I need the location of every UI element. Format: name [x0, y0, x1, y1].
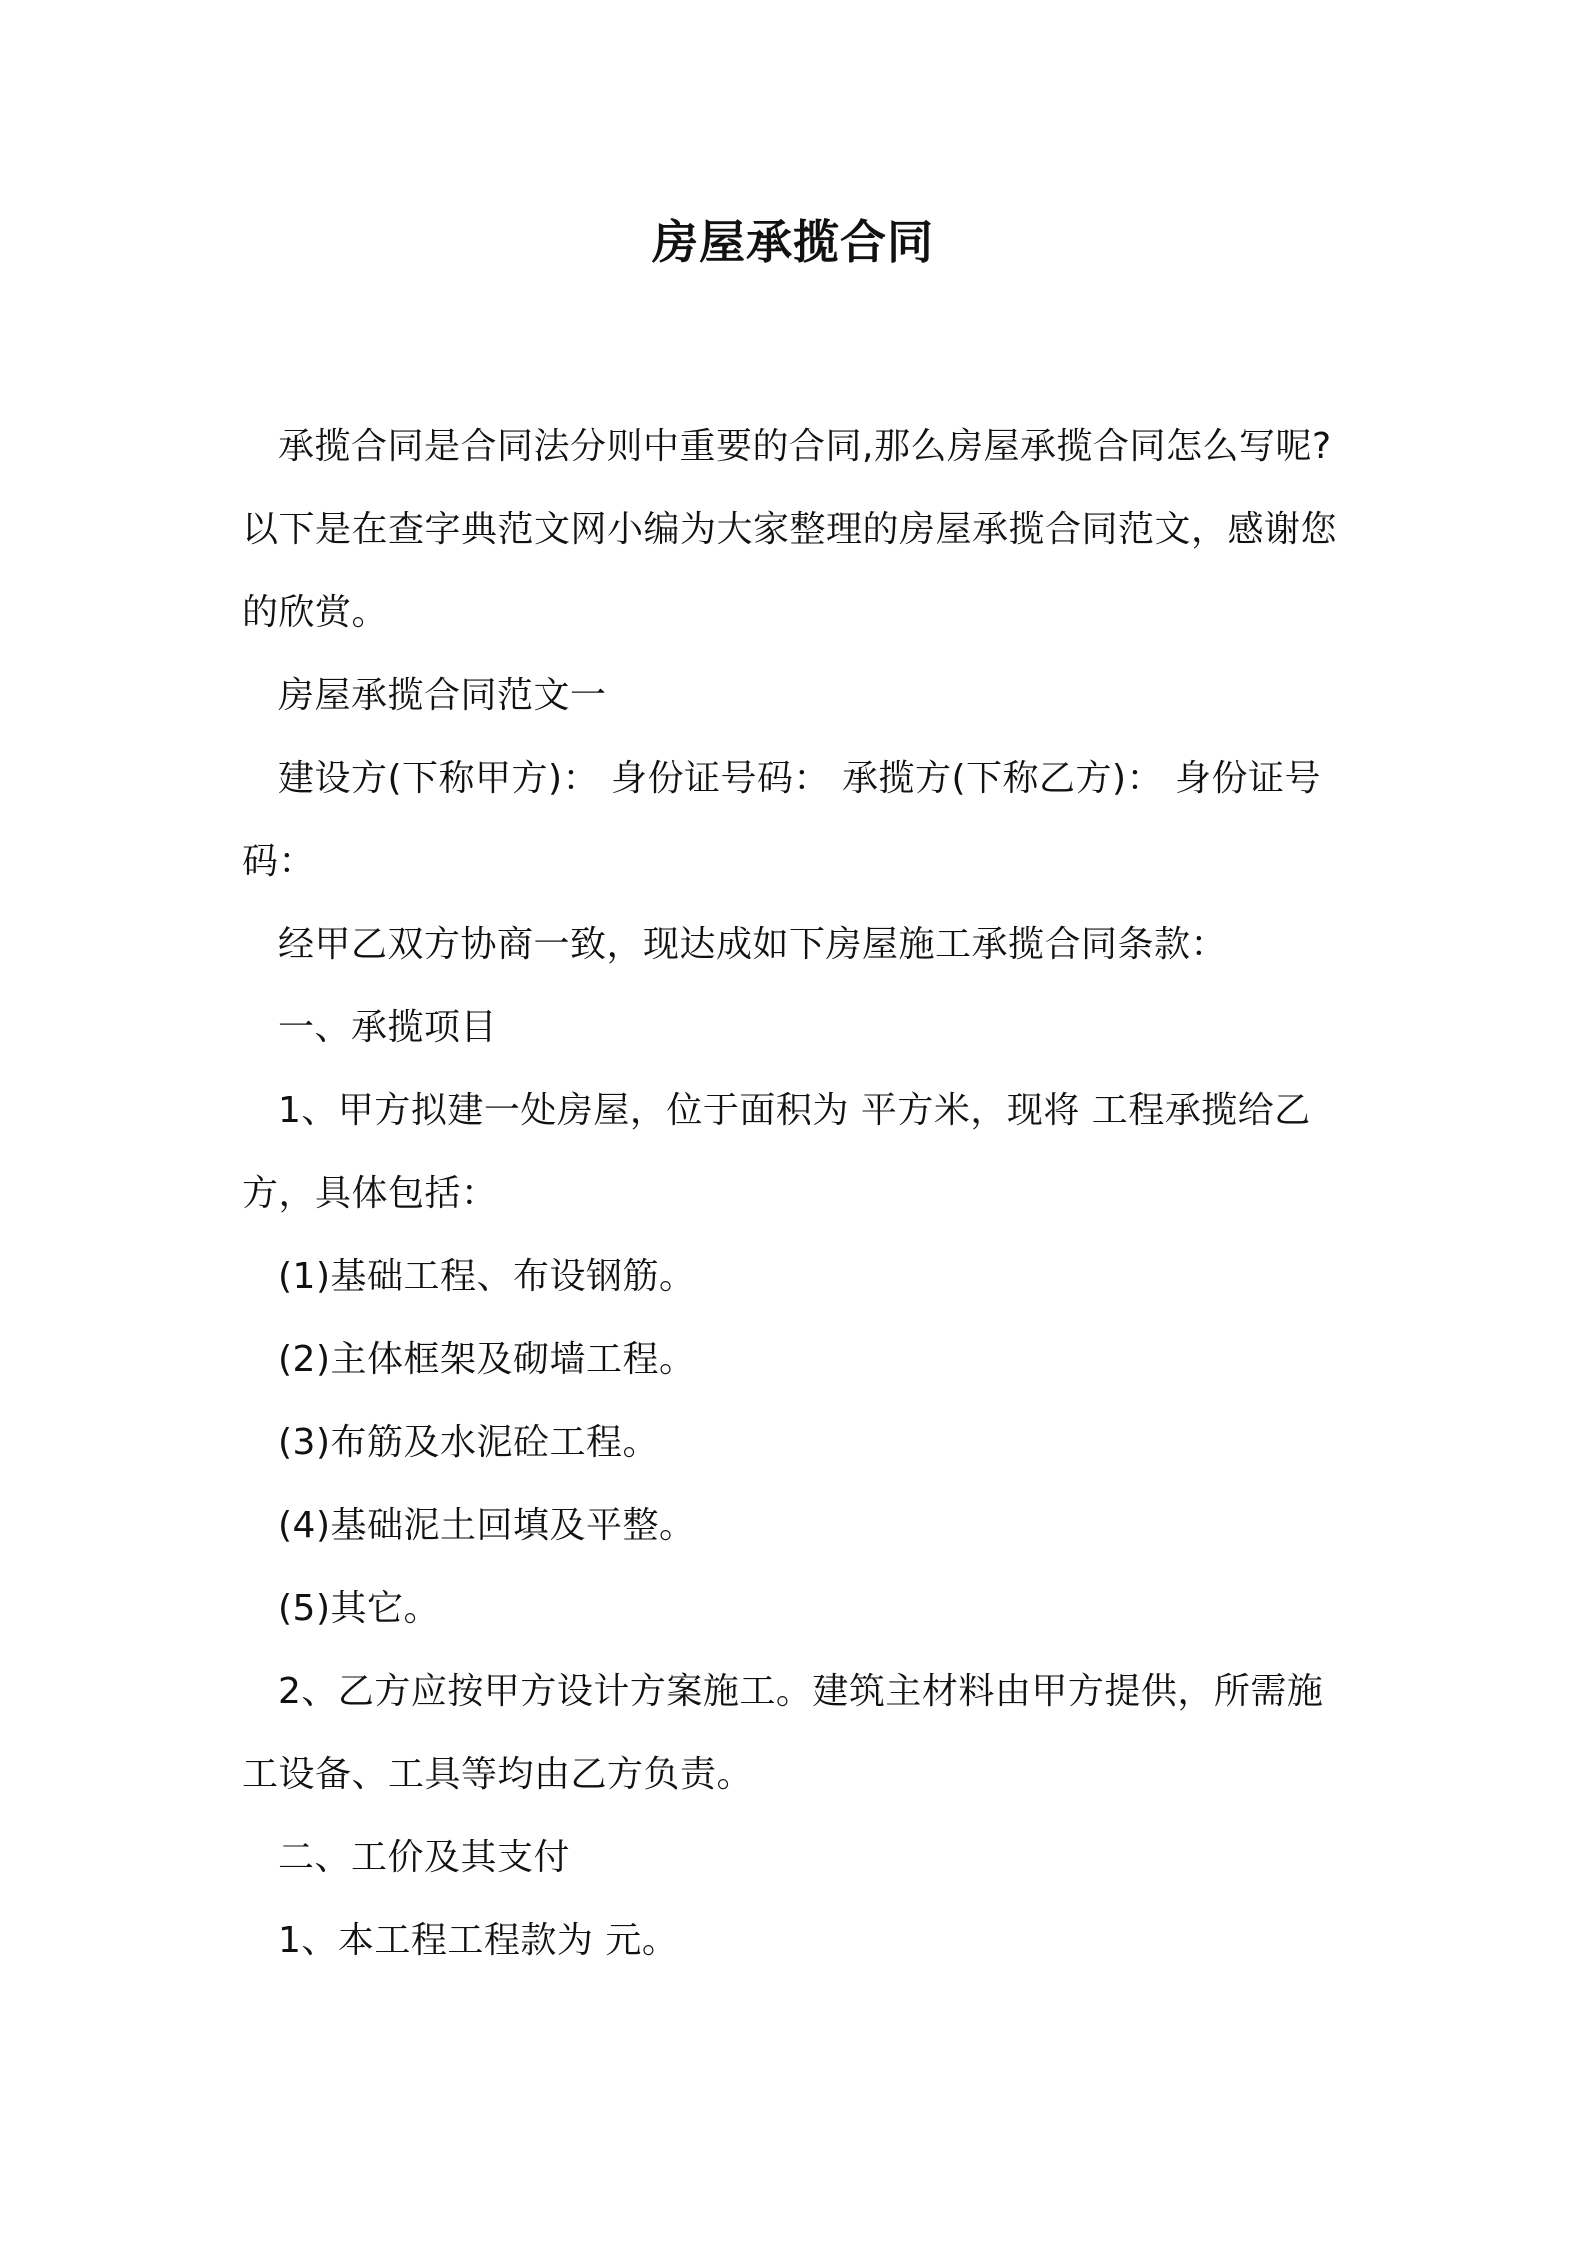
clause-subitem: (5)其它。 [278, 1588, 440, 1629]
clause-subitem: (3)布筋及水泥砼工程。 [278, 1422, 659, 1463]
clause-subitem: (2)主体框架及砌墙工程。 [278, 1339, 696, 1380]
document-title: 房屋承揽合同 [652, 215, 934, 269]
section-heading-sample-one: 房屋承揽合同范文一 [278, 675, 607, 716]
intro-paragraph: 承揽合同是合同法分则中重要的合同,那么房屋承揽合同怎么写呢?以下是在查字典范文网小编为大家整理的房屋承揽合同范文，感谢您的欣赏。 [242, 426, 1338, 633]
clause-subitem: (4)基础泥土回填及平整。 [278, 1505, 696, 1546]
clause-heading-payment: 二、工价及其支付 [278, 1837, 571, 1878]
clause-heading-project: 一、承揽项目 [278, 1007, 498, 1048]
clause-subitem: (1)基础工程、布设钢筋。 [278, 1256, 696, 1297]
agreement-line: 经甲乙双方协商一致，现达成如下房屋施工承揽合同条款： [278, 924, 1228, 965]
clause-item: 1、甲方拟建一处房屋，位于面积为 平方米，现将 工程承揽给乙方，具体包括： [242, 1090, 1311, 1214]
document-body [242, 405, 1346, 1982]
parties-line: 建设方(下称甲方)： 身份证号码： 承揽方(下称乙方)： 身份证号码： [242, 758, 1322, 882]
clause-item: 2、乙方应按甲方设计方案施工。建筑主材料由甲方提供，所需施工设备、工具等均由乙方负责。 [242, 1671, 1324, 1795]
clause-item: 1、本工程工程款为 元。 [278, 1920, 679, 1961]
